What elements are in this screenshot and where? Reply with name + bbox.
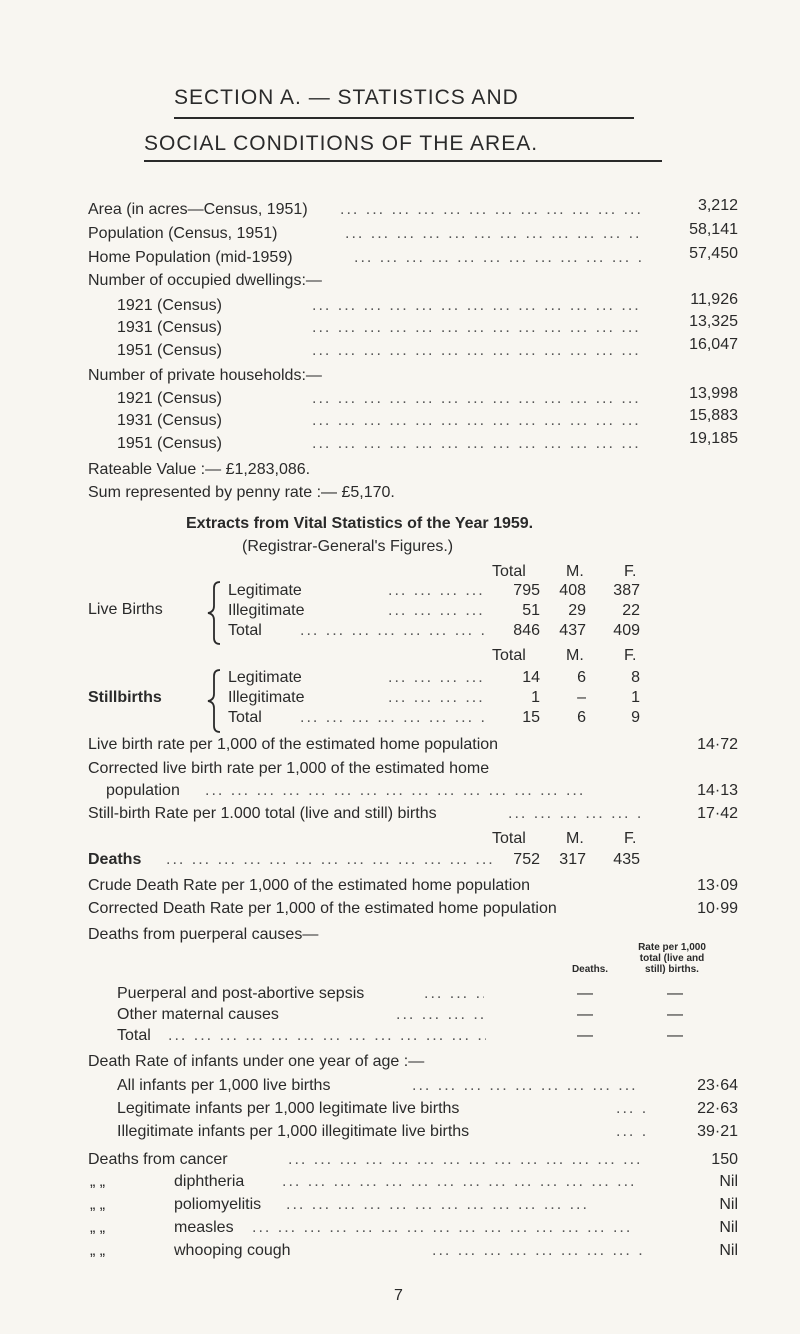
home-population-label: Home Population (mid-1959) <box>88 249 293 266</box>
live-illegit-m: 29 <box>568 602 586 619</box>
leader-dots <box>312 389 642 409</box>
col-m-3: M. <box>566 830 584 847</box>
still-total-m: 6 <box>577 709 586 726</box>
households-1931-label: 1931 (Census) <box>117 412 222 429</box>
leader-dots <box>312 341 642 361</box>
households-1951-label: 1951 (Census) <box>117 435 222 452</box>
still-illegit-f: 1 <box>631 689 640 706</box>
puerperal-label: Deaths from puerperal causes— <box>88 926 319 943</box>
live-legit-f: 387 <box>613 582 640 599</box>
vital-stats-title: Extracts from Vital Statistics of the Year 1959. <box>186 515 534 532</box>
leader-dots <box>300 708 488 728</box>
live-birth-rate-value: 14·72 <box>697 736 738 753</box>
puerperal-sepsis-label: Puerperal and post-abortive sepsis <box>117 985 365 1002</box>
live-illegit-f: 22 <box>622 602 640 619</box>
households-1921-label: 1921 (Census) <box>117 390 222 407</box>
vital-stats-subtitle: (Registrar-General's Figures.) <box>242 538 454 555</box>
live-total-label: Total <box>228 622 262 639</box>
dwellings-1921-label: 1921 (Census) <box>117 297 222 314</box>
deaths-label: Deaths <box>88 851 142 868</box>
corrected-rate-label-1: Corrected live birth rate per 1,000 of the estimated home <box>88 760 490 777</box>
heading-underline-1 <box>174 117 634 119</box>
still-legit-total: 14 <box>522 669 540 686</box>
deaths-m: 317 <box>559 851 586 868</box>
diphtheria-value: Nil <box>719 1173 738 1190</box>
puerperal-total-deaths: — <box>577 1027 593 1044</box>
households-1931-value: 15,883 <box>689 407 738 424</box>
corrected-rate-label-2: population <box>106 782 180 799</box>
leader-dots <box>205 781 643 801</box>
dwellings-1931-value: 13,325 <box>689 313 738 330</box>
puerperal-sepsis-rate: — <box>667 985 683 1002</box>
corrected-death-label: Corrected Death Rate per 1,000 of the estimated home population <box>88 900 557 917</box>
leader-dots <box>412 1076 644 1096</box>
puerperal-sepsis-deaths: — <box>577 985 593 1002</box>
crude-death-value: 13·09 <box>697 877 738 894</box>
leader-dots <box>168 1026 486 1046</box>
leader-dots <box>312 318 642 338</box>
other-maternal-label: Other maternal causes <box>117 1006 279 1023</box>
live-total-total: 846 <box>513 622 540 639</box>
still-total-f: 9 <box>631 709 640 726</box>
still-legit-label: Legitimate <box>228 669 302 686</box>
leader-dots <box>286 1195 596 1215</box>
poliomyelitis-value: Nil <box>719 1196 738 1213</box>
infant-illegit-value: 39·21 <box>697 1123 738 1140</box>
leader-dots <box>345 224 641 244</box>
live-legit-label: Legitimate <box>228 582 302 599</box>
puerperal-total-label: Total <box>117 1027 151 1044</box>
col-total: Total <box>492 563 526 580</box>
still-legit-m: 6 <box>577 669 586 686</box>
live-legit-total: 795 <box>513 582 540 599</box>
leader-dots <box>312 411 642 431</box>
dwellings-1931-label: 1931 (Census) <box>117 319 222 336</box>
infant-illegit-label: Illegitimate infants per 1,000 illegitimate live births <box>117 1123 470 1140</box>
infant-legit-label: Legitimate infants per 1,000 legitimate live births <box>117 1100 460 1117</box>
still-total-label: Total <box>228 709 262 726</box>
leader-dots <box>354 248 642 268</box>
live-legit-m: 408 <box>559 582 586 599</box>
col-f: F. <box>624 563 637 580</box>
ditto-mark: „ „ <box>90 1242 106 1259</box>
area-value: 3,212 <box>697 197 738 214</box>
population-label: Population (Census, 1951) <box>88 225 278 242</box>
puerperal-col-rate-1: Rate per 1,000 <box>638 942 706 953</box>
ditto-mark: „ „ <box>90 1173 106 1190</box>
dwellings-label: Number of occupied dwellings:— <box>88 272 322 289</box>
dwellings-1951-label: 1951 (Census) <box>117 342 222 359</box>
live-total-m: 437 <box>559 622 586 639</box>
households-1921-value: 13,998 <box>689 385 738 402</box>
measles-value: Nil <box>719 1219 738 1236</box>
whooping-cough-value: Nil <box>719 1242 738 1259</box>
puerperal-total-rate: — <box>667 1027 683 1044</box>
still-legit-f: 8 <box>631 669 640 686</box>
dwellings-1951-value: 16,047 <box>689 336 738 353</box>
puerperal-col-rate-2: total (live and <box>639 953 705 964</box>
puerperal-col-rate-3: still) births. <box>645 964 699 975</box>
still-illegit-total: 1 <box>531 689 540 706</box>
leader-dots <box>312 434 642 454</box>
infant-legit-value: 22·63 <box>697 1100 738 1117</box>
infant-all-value: 23·64 <box>697 1077 738 1094</box>
col-f-2: F. <box>624 647 637 664</box>
leader-dots <box>252 1218 644 1238</box>
leader-dots <box>340 200 640 220</box>
still-illegit-m: – <box>577 689 586 706</box>
infant-all-label: All infants per 1,000 live births <box>117 1077 331 1094</box>
penny-rate: Sum represented by penny rate :— £5,170. <box>88 484 395 501</box>
leader-dots <box>288 1150 644 1170</box>
stillbirth-rate-label: Still-birth Rate per 1.000 total (live and still) births <box>88 805 437 822</box>
leader-dots <box>508 804 642 824</box>
deaths-f: 435 <box>613 851 640 868</box>
poliomyelitis-label: poliomyelitis <box>174 1196 262 1213</box>
brace-icon <box>202 580 224 646</box>
leader-dots <box>166 850 492 870</box>
population-value: 58,141 <box>689 221 738 238</box>
stillbirths-label: Stillbirths <box>88 689 162 706</box>
col-total-2: Total <box>492 647 526 664</box>
diphtheria-label: diphtheria <box>174 1173 245 1190</box>
area-label: Area (in acres—Census, 1951) <box>88 201 308 218</box>
col-total-3: Total <box>492 830 526 847</box>
live-illegit-label: Illegitimate <box>228 602 305 619</box>
leader-dots <box>424 984 484 1004</box>
other-maternal-deaths: — <box>577 1006 593 1023</box>
puerperal-col-deaths: Deaths. <box>571 964 609 975</box>
col-m-2: M. <box>566 647 584 664</box>
heading-line-1: SECTION A. — STATISTICS AND <box>174 86 519 109</box>
leader-dots <box>432 1241 644 1261</box>
cancer-deaths-value: 150 <box>711 1151 738 1168</box>
crude-death-label: Crude Death Rate per 1,000 of the estimated home population <box>88 877 531 894</box>
ditto-mark: „ „ <box>90 1219 106 1236</box>
col-f-3: F. <box>624 830 637 847</box>
leader-dots <box>282 1172 644 1192</box>
measles-label: measles <box>174 1219 234 1236</box>
infant-death-label: Death Rate of infants under one year of age :— <box>88 1053 425 1070</box>
cancer-deaths-label: Deaths from cancer <box>88 1151 228 1168</box>
whooping-cough-label: whooping cough <box>174 1242 291 1259</box>
page-number: 7 <box>394 1287 403 1304</box>
heading-line-2: SOCIAL CONDITIONS OF THE AREA. <box>144 132 539 155</box>
leader-dots <box>396 1005 486 1025</box>
stillbirth-rate-value: 17·42 <box>697 805 738 822</box>
live-total-f: 409 <box>613 622 640 639</box>
still-illegit-label: Illegitimate <box>228 689 305 706</box>
home-population-value: 57,450 <box>689 245 738 262</box>
live-birth-rate-label: Live birth rate per 1,000 of the estimated home population <box>88 736 499 753</box>
brace-icon <box>202 668 224 734</box>
col-m: M. <box>566 563 584 580</box>
deaths-total: 752 <box>513 851 540 868</box>
live-births-label: Live Births <box>88 601 163 618</box>
heading-underline-2 <box>144 160 662 162</box>
dwellings-1921-value: 11,926 <box>690 291 738 308</box>
corrected-death-value: 10·99 <box>697 900 738 917</box>
leader-dots <box>312 296 642 316</box>
ditto-mark: „ „ <box>90 1196 106 1213</box>
live-illegit-total: 51 <box>522 602 540 619</box>
households-label: Number of private households:— <box>88 367 322 384</box>
leader-dots <box>300 621 488 641</box>
households-1951-value: 19,185 <box>689 430 738 447</box>
other-maternal-rate: — <box>667 1006 683 1023</box>
corrected-rate-value: 14·13 <box>697 782 738 799</box>
rateable-value: Rateable Value :— £1,283,086. <box>88 461 311 478</box>
still-total-total: 15 <box>522 709 540 726</box>
